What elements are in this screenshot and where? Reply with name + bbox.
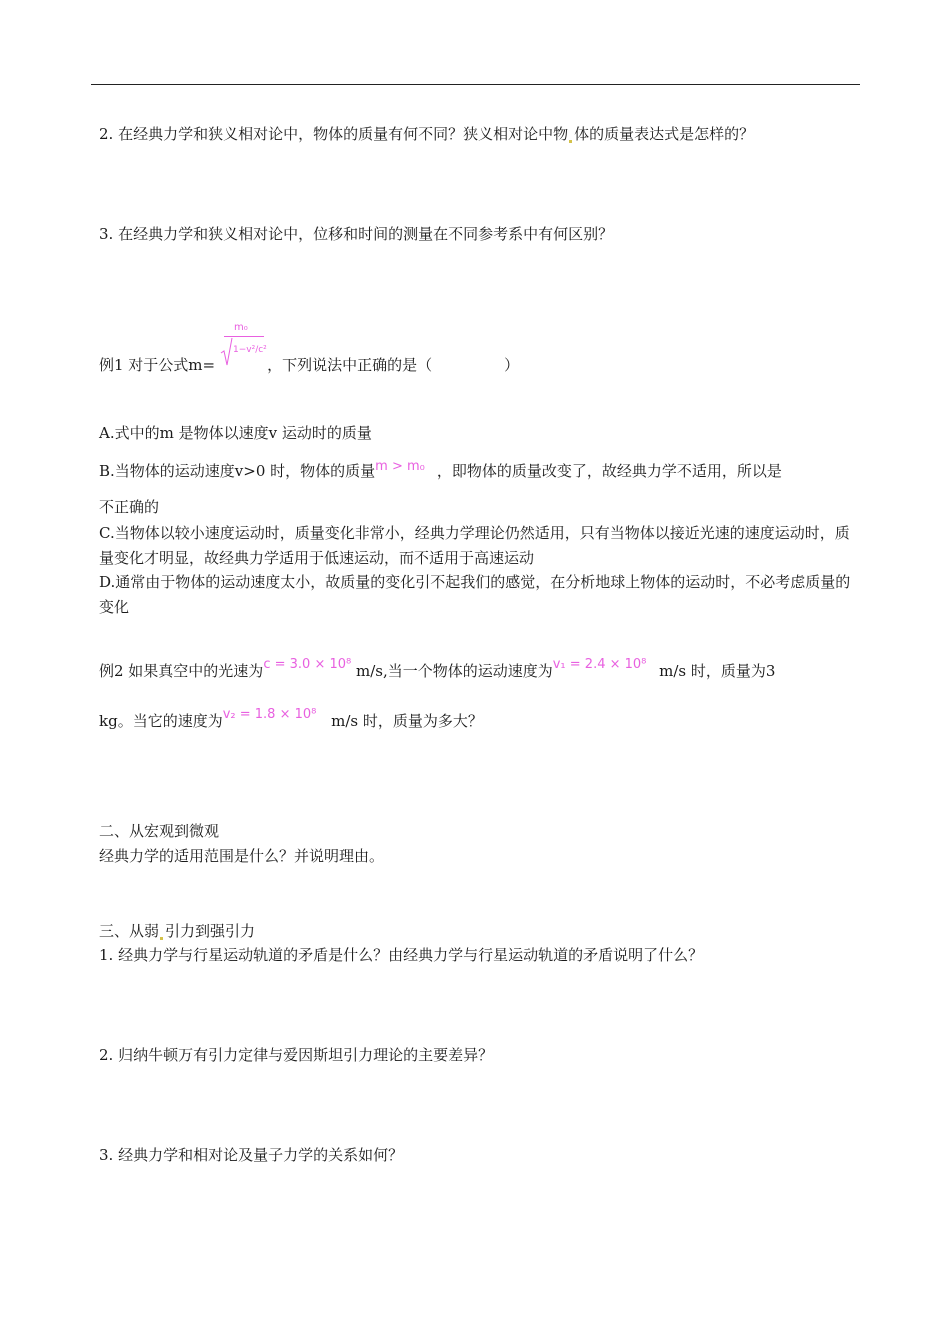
example-2-text-c: m/s 时，质量为3	[654, 662, 776, 680]
question-2	[99, 123, 754, 145]
section-3-question-2: 2. 归纳牛顿万有引力定律与爱因斯坦引力理论的主要差异？	[99, 1046, 494, 1064]
question-2-text-b: 体的质量表达式是怎样的？	[574, 125, 755, 143]
option-b	[99, 460, 782, 484]
example-2-text-a: 例2 如果真空中的光速为	[99, 662, 264, 680]
option-a: A.式中的m 是物体以速度v 运动时的质量	[99, 424, 372, 442]
example-2-line-2	[99, 707, 483, 734]
example-1-prefix: 例1 对于公式m=	[99, 356, 216, 374]
example-2-line-1	[99, 657, 776, 684]
section-2-question: 经典力学的适用范围是什么？并说明理由。	[99, 847, 385, 865]
header-rule	[91, 84, 860, 85]
example-1-suffix: ，下列说法中正确的是（	[267, 356, 433, 374]
formula-denominator: 1−v²/c²	[233, 345, 267, 355]
velocity-2-formula: v₂ = 1.8 × 10⁸	[222, 707, 317, 722]
option-b-formula: m > m₀	[375, 459, 425, 474]
example-2-text-e: m/s 时，质量为多大？	[326, 712, 483, 730]
velocity-1-formula: v₁ = 2.4 × 10⁸	[552, 657, 647, 672]
section-3-heading-a: 三、从弱	[99, 922, 160, 940]
section-2-heading: 二、从宏观到微观	[99, 822, 220, 840]
section-3-heading-b: 引力到强引力	[165, 922, 256, 940]
option-d: D.通常由于物体的运动速度太小，故质量的变化引不起我们的感觉，在分析地球上物体的运动时，不必考虑质量的变化	[99, 573, 851, 616]
question-3: 3. 在经典力学和狭义相对论中，位移和时间的测量在不同参考系中有何区别？	[99, 225, 614, 243]
option-c: C.当物体以较小速度运动时，质量变化非常小，经典力学理论仍然适用，只有当物体以接近光速的速度运动时，质量变化才明显，故经典力学适用于低速运动，而不适用于高速运动	[99, 524, 850, 567]
section-3-heading	[99, 920, 255, 942]
example-2-text-d: kg。当它的速度为	[99, 712, 223, 730]
section-3-question-1: 1. 经典力学与行星运动轨道的矛盾是什么？由经典力学与行星运动轨道的矛盾说明了什么？	[99, 946, 704, 964]
formula-numerator: m₀	[234, 322, 248, 333]
mark-dot	[569, 140, 572, 143]
option-b-text-b: ，即物体的质量改变了，故经典力学不适用，所以是	[436, 462, 782, 480]
example-1	[99, 354, 519, 376]
option-b-text-a: B.当物体的运动速度v>0 时，物体的质量	[99, 462, 376, 480]
speed-of-light-formula: c = 3.0 × 10⁸	[263, 657, 352, 672]
example-1-close: ）	[504, 356, 520, 374]
option-b-cont: 不正确的	[99, 498, 160, 516]
example-2-text-b: m/s,当一个物体的运动速度为	[351, 662, 553, 680]
section-3-question-3: 3. 经典力学和相对论及量子力学的关系如何？	[99, 1146, 404, 1164]
question-2-text-a: 2. 在经典力学和狭义相对论中，物体的质量有何不同？狭义相对论中物	[99, 125, 569, 143]
mark-dot	[160, 937, 163, 940]
